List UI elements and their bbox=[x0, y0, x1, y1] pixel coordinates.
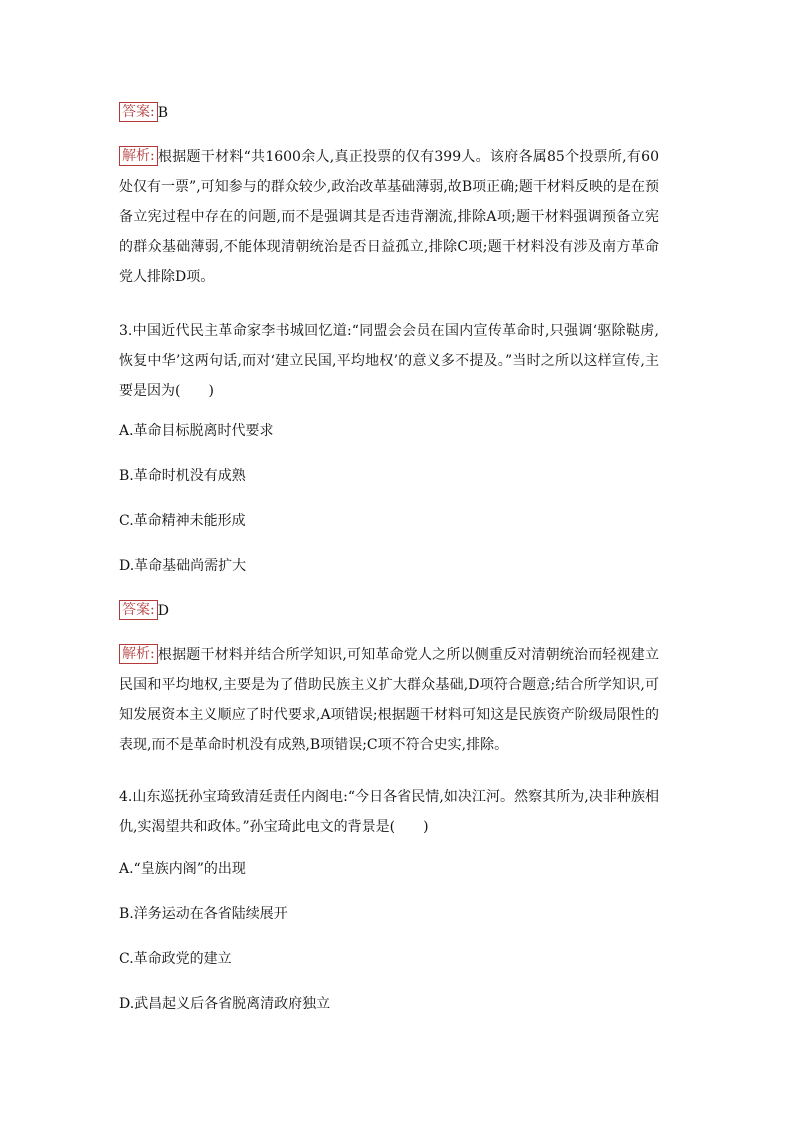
answer-tag: 答案: bbox=[119, 600, 158, 620]
question-stem-text: 3.中国近代民主革命家李书城回忆道:“同盟会会员在国内宣传革命时,只强调‘驱除鞑虏,恢复中华’这两句话,而对‘建立民国,平均地权’的意义多不提及。”当时之所以这样宣传,主要是因为( ) bbox=[119, 323, 659, 399]
analysis-tag: 解析: bbox=[119, 146, 158, 166]
q4-option-b: B.洋务运动在各省陆续展开 bbox=[119, 906, 288, 922]
q4-option-d: D.武昌起义后各省脱离清政府独立 bbox=[119, 996, 331, 1012]
q3-option-d: D.革命基础尚需扩大 bbox=[119, 558, 247, 574]
q3-answer-line bbox=[119, 596, 659, 626]
q3-stem bbox=[119, 316, 659, 406]
answer-value: B bbox=[157, 105, 169, 121]
answer-tag: 答案: bbox=[119, 102, 158, 122]
q4-stem bbox=[119, 782, 659, 842]
analysis-text: 根据题干材料并结合所学知识,可知革命党人之所以侧重反对清朝统治而轻视建立民国和平均地权,主要是为了借助民族主义扩大群众基础,D项符合题意;结合所学知识,可知发展资本主义顺应了时代要求,A项错误;根据题干材料可知这是民族资产阶级局限性的表现,而不是革命时机没有成熟,B项错误;C项不符合史实,排除。 bbox=[119, 647, 659, 753]
analysis-tag: 解析: bbox=[119, 644, 158, 664]
q4-option-a: A.“皇族内阁”的出现 bbox=[119, 861, 246, 877]
q2-answer-line bbox=[119, 98, 659, 128]
q3-analysis bbox=[119, 640, 659, 760]
q3-option-c: C.革命精神未能形成 bbox=[119, 513, 246, 529]
q4-option-c: C.革命政党的建立 bbox=[119, 951, 232, 967]
analysis-text: 根据题干材料“共1600余人,真正投票的仅有399人。该府各属85个投票所,有60处仅有一票”,可知参与的群众较少,政治改革基础薄弱,故B项正确;题干材料反映的是在预备立宪过程中存在的问题,而不是强调其是否违背潮流,排除A项;题干材料强调预备立宪的群众基础薄弱,不能体现清朝统治是否日益孤立,排除C项;题干材料没有涉及南方革命党人排除D项。 bbox=[119, 149, 659, 285]
q3-option-b: B.革命时机没有成熟 bbox=[119, 468, 246, 484]
q2-analysis bbox=[119, 142, 659, 292]
q3-option-a: A.革命目标脱离时代要求 bbox=[119, 423, 274, 439]
question-stem-text: 4.山东巡抚孙宝琦致清廷责任内阁电:“今日各省民情,如决江河。然察其所为,决非种族相仇,实渴望共和政体。”孙宝琦此电文的背景是( ) bbox=[119, 789, 659, 835]
answer-value: D bbox=[157, 603, 169, 619]
